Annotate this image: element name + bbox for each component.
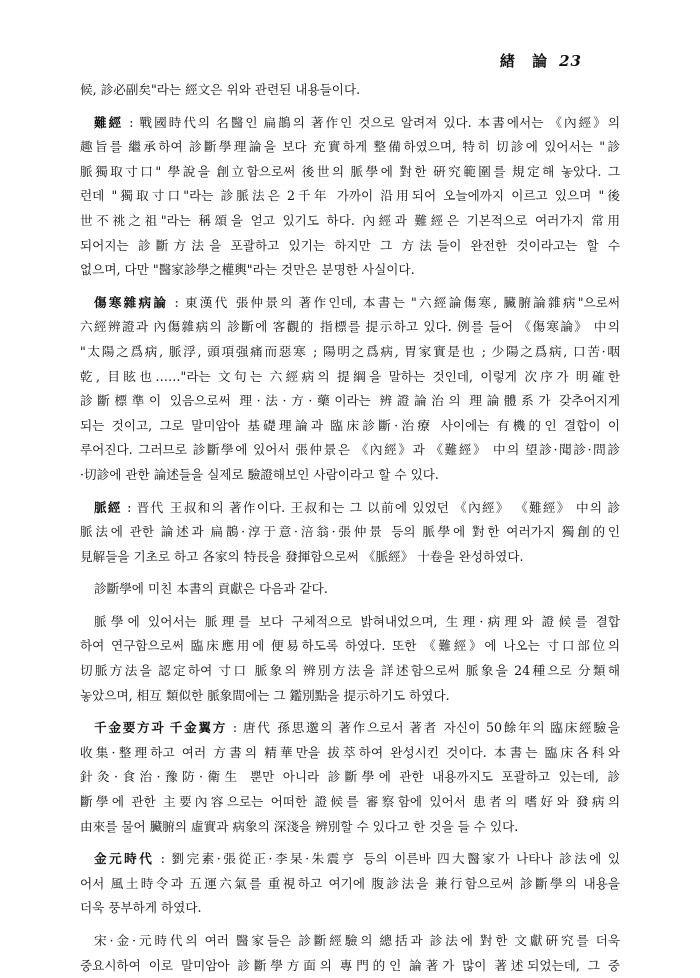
text-line	[80, 634, 620, 659]
text-line	[80, 520, 620, 545]
line-text: 되어지는 診斷方法을 포괄하고 있기는 하지만 그 方法들이 완전한 것이라고는 할 수	[80, 237, 620, 253]
text-line	[80, 111, 620, 136]
line-text: : 劉完素·張從正·李杲·朱震亨 등의 이른바 四大醫家가 나타나 診法에 있	[154, 851, 620, 867]
text-line	[80, 414, 620, 439]
line-text: 針灸·食治·豫防·衛生 뿐만 아니라 診斷學에 관한 내용까지도 포괄하고 있는데, 診	[80, 769, 620, 785]
text-line	[80, 209, 620, 234]
line-text: 脈法에 관한 論述과 扁鵲·淳于意·涪翁·張仲景 등의 脈學에 對한 여러가지 獨創的인	[80, 524, 620, 540]
text-line	[80, 291, 620, 316]
line-text: 乾, 目眩也……"라는 文句는 六經病의 提綱을 말하는 것인데, 이렇게 次序가 明確한	[80, 368, 620, 384]
text-line	[80, 545, 620, 570]
line-text: 宋·金·元時代의 여러 醫家들은 診斷經驗의 總括과 診法에 對한 文獻硏究를 더욱	[94, 933, 620, 948]
section-term: 難經	[94, 114, 124, 130]
line-text: "太陽之爲病, 脈浮, 頭項强痛而惡寒 ; 陽明之爲病, 胃家實是也 ; 少陽之爲病, 口苦·咽	[80, 343, 620, 359]
text-line	[80, 847, 620, 872]
text-line	[80, 315, 620, 340]
text-line	[80, 896, 620, 921]
text-line	[80, 716, 620, 741]
text-line	[80, 135, 620, 160]
text-line	[80, 234, 620, 259]
text-line	[80, 365, 620, 390]
text-line	[80, 438, 620, 463]
line-text: 놓았으며, 相互 類似한 脈象間에는 그 鑑別點을 提示하기도 하였다.	[80, 687, 450, 703]
text-line	[80, 929, 620, 954]
line-text: 診斷學에 미친 本書의 貢獻은 다음과 같다.	[94, 581, 328, 597]
section-term: 千金要方과 千金翼方	[94, 720, 228, 736]
line-text: 由來를 물어 臟腑의 虛實과 病象의 深淺을 辨別할 수 있다고 한 것을 들 수 있다.	[80, 818, 519, 834]
page-number: 23	[559, 52, 582, 70]
line-text: 斷學에 관한 主要內容으로는 어떠한 證候를 審察함에 있어서 患者의 嗜好와 發病의	[80, 794, 620, 810]
line-text: 런데 "獨取寸口"라는 診脈法은 2千年 가까이 沿用되어 오늘에까지 이르고 있으며 "後	[80, 188, 620, 204]
text-line	[80, 463, 620, 488]
line-text: 趣旨를 繼承하여 診斷學理論을 보다 充實하게 整備하였으며, 特히 切診에 있어서는 "診	[80, 139, 620, 155]
section-term: 傷寒雜病論	[94, 294, 169, 310]
line-text: 없으며, 다만 "醫家診學之權輿"라는 것만은 분명한 사실이다.	[80, 262, 415, 278]
section-term: 脈經	[94, 499, 122, 515]
line-text: 診斷標準이 있음으로써 理·法·方·藥이라는 辨證論治의 理論體系가 갖추어지게	[80, 393, 620, 409]
text-line	[80, 610, 620, 635]
line-text: 收集·整理하고 여러 方書의 精華만을 拔萃하여 완성시킨 것이다. 本書는 臨床各科와	[80, 744, 620, 760]
line-text: 見解들을 기초로 하고 各家의 特長을 發揮함으로써 《脈經》 十卷을 완성하였다.	[80, 548, 524, 564]
header-title: 緖 論	[499, 52, 554, 70]
text-line	[80, 872, 620, 897]
line-text: 하여 연구함으로써 臨床應用에 便易하도록 하였다. 또한 《難經》에 나오는 寸口部位의	[80, 638, 620, 654]
line-text: 어서 風土時令과 五運六氣를 重視하고 여기에 腹診法을 兼行함으로써 診斷學의 내용을	[80, 875, 620, 891]
running-header	[500, 50, 582, 71]
text-line	[80, 765, 620, 790]
text-line	[80, 741, 620, 766]
text-line	[80, 78, 620, 103]
text-line	[80, 577, 620, 602]
text-line	[80, 340, 620, 365]
line-text: : 唐代 孫思邈의 著作으로서 著者 자신이 50餘年의 臨床經驗을	[227, 720, 620, 736]
text-line	[80, 389, 620, 414]
line-text: 되는 것이고, 그로 말미암아 基礎理論과 臨床診斷·治療 사이에는 有機的인 결합이 이	[80, 417, 620, 433]
line-text: 루어진다. 그러므로 診斷學에 있어서 張仲景은 《內經》과 《難經》 中의 望診·聞診·問診	[80, 442, 620, 458]
line-text: : 戰國時代의 名醫인 扁鵲의 著作인 것으로 알려져 있다. 本書에서는 《內經》의	[123, 114, 620, 130]
text-line	[80, 160, 620, 185]
text-line	[80, 258, 620, 283]
line-text: : 東漢代 張仲景의 著作인데, 本書는 "六經論傷寒, 臟腑論雜病"으로써	[168, 294, 620, 310]
line-text: ·切診에 관한 論述들을 실제로 驗證해보인 사람이라고 할 수 있다.	[80, 466, 439, 482]
line-text: 切脈方法을 認定하여 寸口 脈象의 辨別方法을 詳述함으로써 脈象을 24種으로 分類해	[80, 663, 620, 679]
text-line	[80, 684, 620, 709]
line-text: 중요시하여 이로 말미암아 診斷學方面의 專門的인 論著가 많이 著述되었는데, 그 중	[80, 957, 620, 973]
line-text: : 晋代 王叔和의 著作이다. 王叔和는 그 以前에 있었던 《內經》 《難經》 中의 診	[121, 499, 620, 515]
text-line	[80, 815, 620, 840]
text-line	[80, 496, 620, 521]
line-text: 世不祧之祖"라는 稱頌을 얻고 있기도 하다. 內經과 難經은 기본적으로 여러가지 常用	[80, 212, 620, 228]
line-text: 더욱 풍부하게 하였다.	[80, 900, 202, 916]
line-text: 候, 診必副矣"라는 經文은 위와 관련된 내용들이다.	[80, 82, 361, 97]
line-text: 脈學에 있어서는 脈理를 보다 구체적으로 밝혀내었으며, 生理·病理와 證候를 결합	[94, 613, 620, 629]
line-text: 六經辨證과 內傷雜病의 診斷에 客觀的 指標를 提示하고 있다. 例를 들어 《傷寒論》 中의	[80, 319, 620, 335]
line-text: 脈獨取寸口" 學說을 創立함으로써 後世의 脈學에 對한 硏究範圍를 規定해 놓았다. 그	[80, 163, 620, 179]
text-line	[80, 954, 620, 978]
body-text	[80, 78, 620, 978]
section-term: 金元時代	[94, 851, 155, 867]
text-line	[80, 659, 620, 684]
text-line	[80, 184, 620, 209]
text-line	[80, 790, 620, 815]
